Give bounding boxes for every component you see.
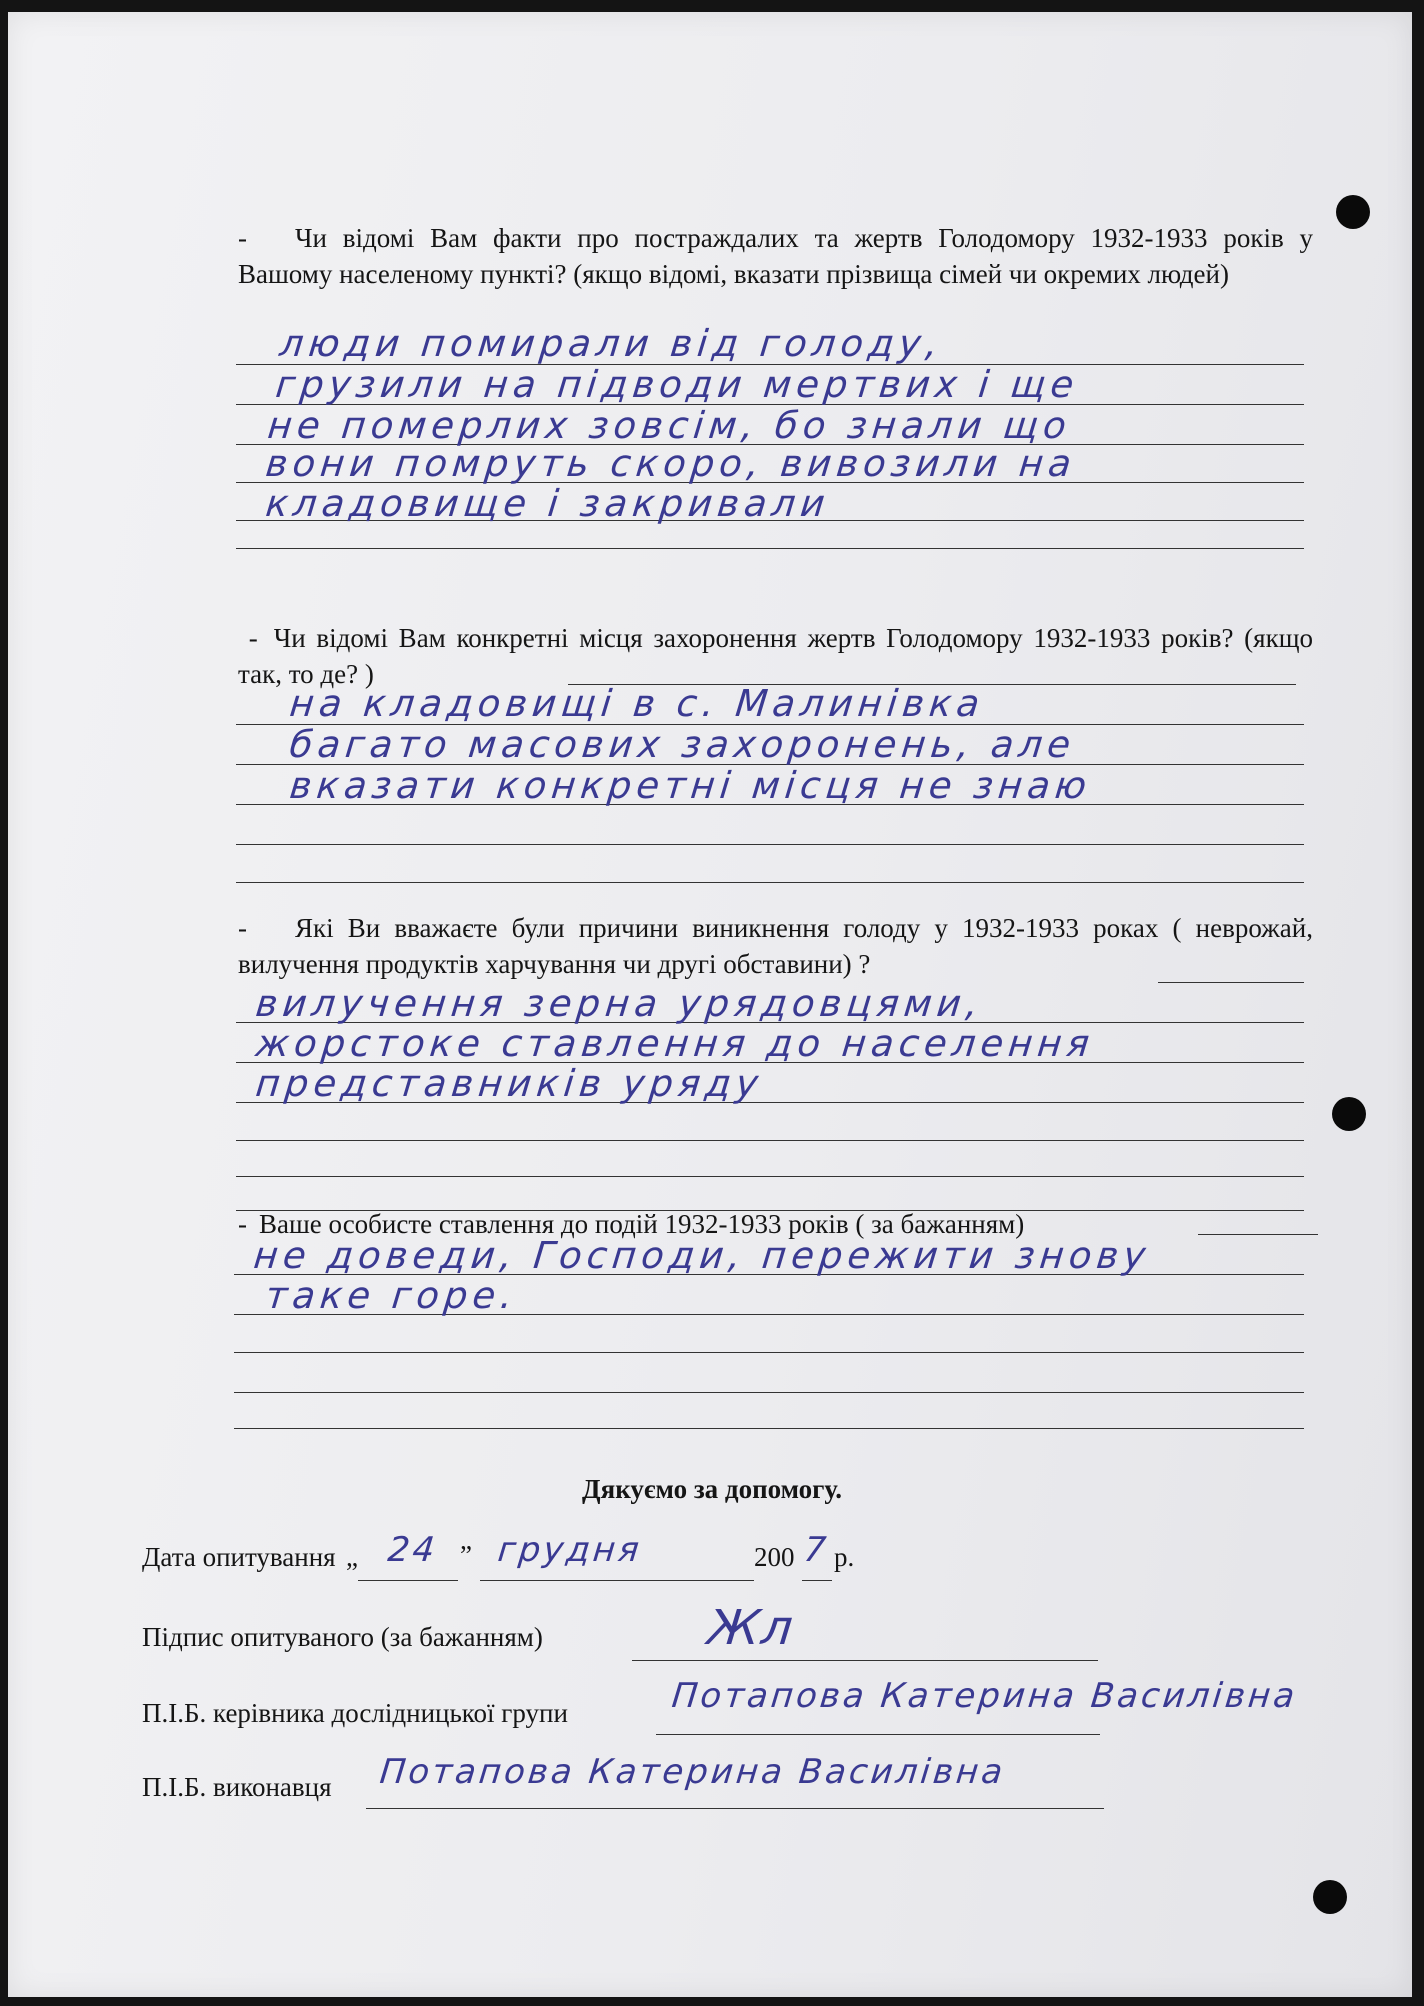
date-month-line (480, 1580, 754, 1581)
date-month-value: грудня (495, 1530, 644, 1570)
question-3-text: Які Ви вважаєте були причини виникнення голоду у 1932-1933 роках ( неврожай, вилучення продуктів харчування чи другі обставини) ? (238, 913, 1313, 979)
handwritten-answer-line: вони помруть скоро, вивозили на (263, 442, 1079, 485)
group-leader-value: Потапова Катерина Василівна (669, 1676, 1300, 1716)
bullet-dash: - (238, 223, 247, 253)
date-year-line (802, 1580, 832, 1581)
executor-value: Потапова Катерина Василівна (377, 1752, 1008, 1792)
bullet-dash: - (238, 1209, 247, 1239)
date-open-quote: „ (346, 1542, 358, 1572)
handwritten-answer-line: не доведи, Господи, пережити знову (251, 1234, 1153, 1277)
handwritten-answer-line: люди помирали від голоду, (277, 322, 945, 365)
answer-line (236, 1140, 1304, 1141)
question-1-text: Чи відомі Вам факти про постраждалих та жертв Голодомору 1932-1933 років у Вашому населеному пункті? (якщо відомі, вказати прізвища сімей чи окремих людей) (238, 223, 1313, 289)
date-close-quote: ” (460, 1540, 472, 1570)
answer-line (236, 1176, 1304, 1177)
signature-value: Жл (705, 1600, 798, 1656)
answer-line (234, 1352, 1304, 1353)
handwritten-answer-line: не померлих зовсім, бо знали що (265, 404, 1074, 447)
handwritten-answer-line: вказати конкретні місця не знаю (287, 764, 1094, 807)
answer-line (1158, 982, 1304, 983)
punch-hole-icon (1313, 1880, 1347, 1914)
question-3 (238, 910, 1313, 982)
question-2-text: Чи відомі Вам конкретні місця захоронення жертв Голодомору 1932-1933 років? (якщо так, то де? ) (238, 623, 1313, 689)
answer-line (236, 548, 1304, 549)
bullet-dash: - (238, 913, 247, 943)
executor-line (366, 1808, 1104, 1809)
handwritten-answer-line: багато масових захоронень, але (287, 723, 1078, 766)
handwritten-answer-line: представників уряду (253, 1062, 766, 1105)
handwritten-answer-line: жорстоке ставлення до населення (253, 1022, 1097, 1065)
thanks-heading: Дякуємо за допомогу. (582, 1474, 842, 1504)
date-year-digit: 7 (801, 1530, 831, 1570)
answer-line (234, 1428, 1304, 1429)
answer-line (1198, 1234, 1318, 1235)
handwritten-answer-line: кладовище і закривали (263, 482, 832, 525)
questionnaire-page (8, 12, 1412, 1997)
answer-line (236, 882, 1304, 883)
question-1 (238, 220, 1313, 292)
punch-hole-icon (1336, 195, 1370, 229)
bullet-dash: - (238, 623, 258, 653)
date-day-value: 24 (385, 1530, 440, 1570)
handwritten-answer-line: вилучення зерна урядовцями, (253, 982, 986, 1025)
handwritten-answer-line: грузили на підводи мертвих і ще (273, 363, 1081, 406)
answer-line (234, 1392, 1304, 1393)
question-4-text: Ваше особисте ставлення до подій 1932-1933 років ( за бажанням) (259, 1209, 1025, 1239)
executor-label: П.І.Б. виконавця (142, 1772, 332, 1802)
handwritten-answer-line: таке горе. (263, 1274, 520, 1317)
date-year-prefix: 200 (754, 1542, 795, 1572)
signature-line (632, 1660, 1098, 1661)
signature-label: Підпис опитуваного (за бажанням) (142, 1622, 543, 1652)
punch-hole-icon (1332, 1097, 1366, 1131)
group-leader-line (656, 1734, 1100, 1735)
date-label: Дата опитування (142, 1542, 336, 1572)
handwritten-answer-line: на кладовищі в с. Малинівка (287, 682, 987, 725)
group-leader-label: П.І.Б. керівника дослідницької групи (142, 1698, 568, 1728)
answer-line (236, 844, 1304, 845)
date-day-line (358, 1580, 458, 1581)
date-year-suffix: р. (834, 1542, 855, 1572)
